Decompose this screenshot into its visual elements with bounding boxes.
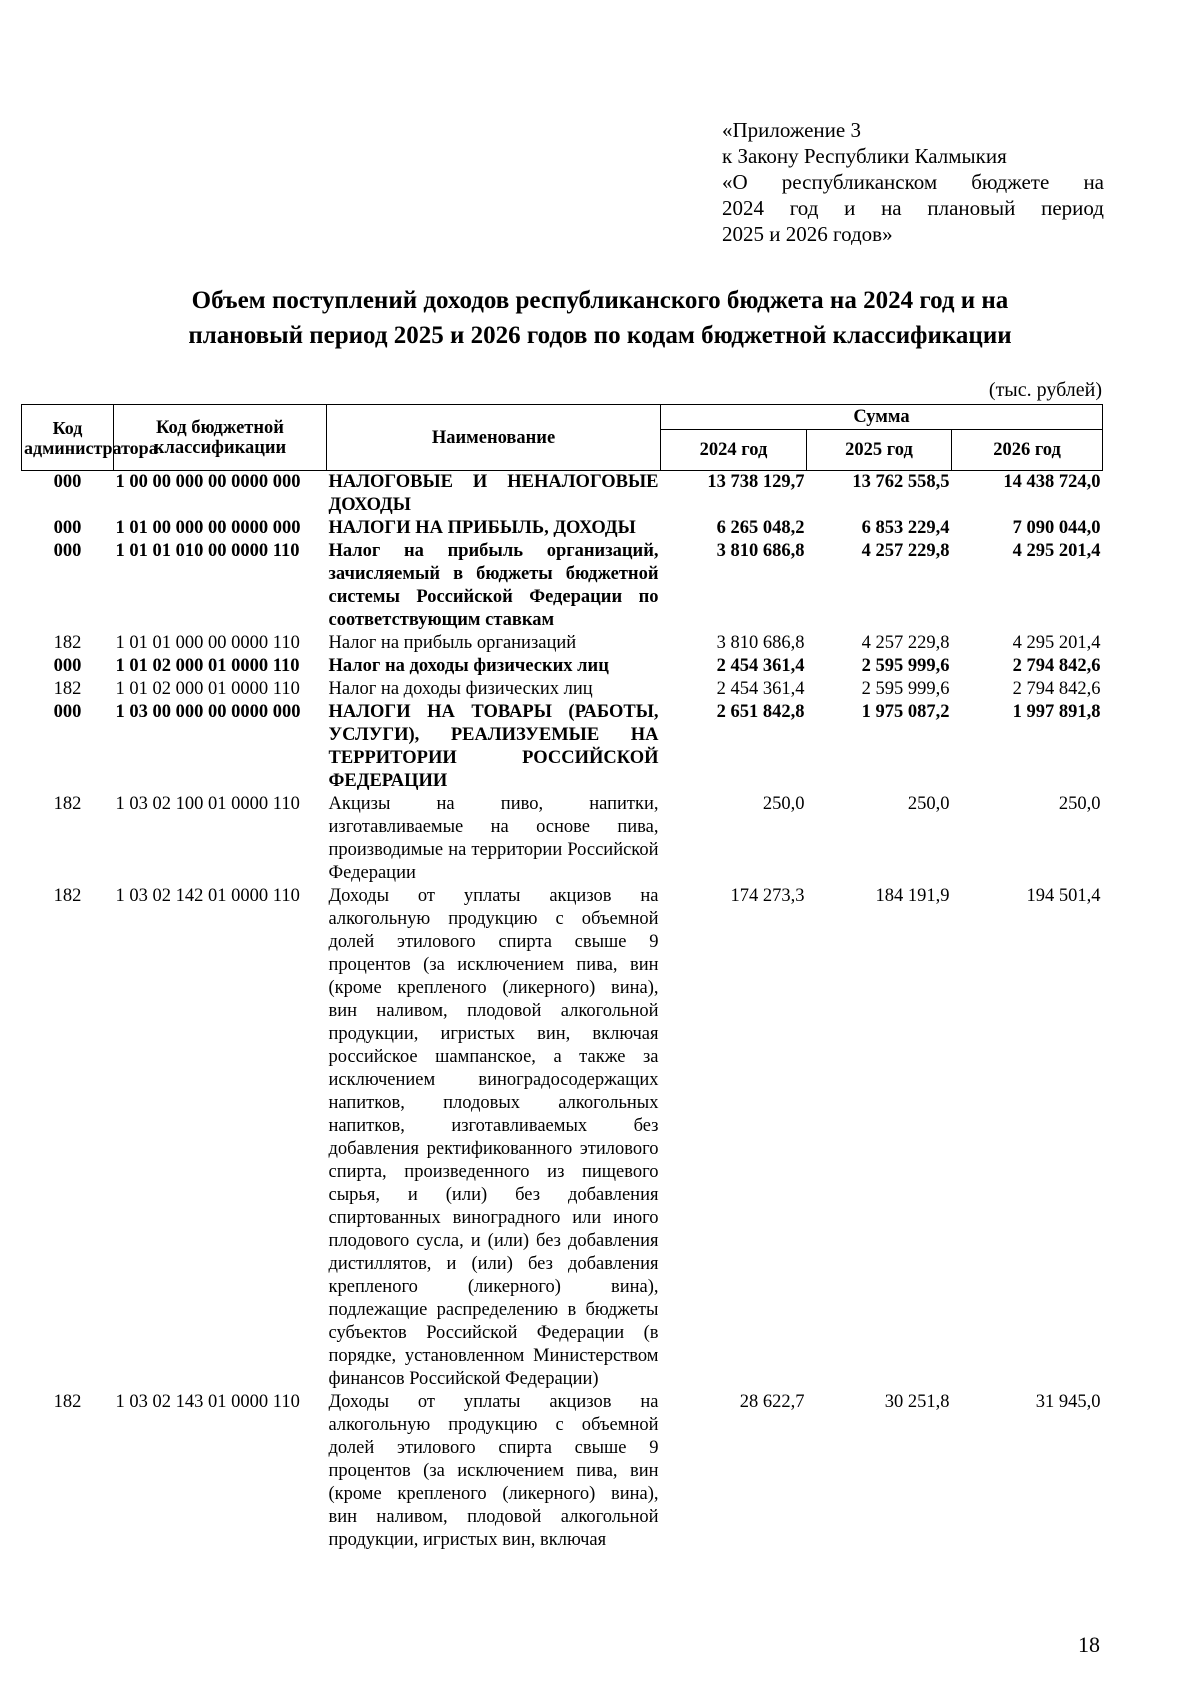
header-year-2025: 2025 год [807, 430, 952, 471]
table-row [22, 632, 1103, 655]
cell-budget-code: 1 01 00 000 00 0000 000 [115, 518, 301, 538]
appendix-line-3: «О республиканском бюджете на [722, 170, 1104, 194]
table-row [22, 885, 1103, 1391]
cell-admin-code: 000 [53, 702, 82, 722]
cell-amount-2025: 4 257 229,8 [861, 541, 950, 561]
header-budget-code: Код бюджетной классификации [114, 405, 327, 471]
cell-amount-2025: 1 975 087,2 [861, 702, 950, 722]
cell-name: НАЛОГИ НА ПРИБЫЛЬ, ДОХОДЫ [328, 518, 636, 538]
cell-amount-2024: 2 454 361,4 [716, 656, 805, 676]
header-year-2026: 2026 год [952, 430, 1103, 471]
document-title [100, 283, 1100, 353]
cell-amount-2026: 2 794 842,6 [1012, 679, 1101, 699]
cell-budget-code: 1 01 02 000 01 0000 110 [115, 656, 300, 676]
cell-amount-2026: 4 295 201,4 [1012, 633, 1101, 653]
table-row [22, 517, 1103, 540]
cell-name: Налог на прибыль организаций [328, 633, 577, 653]
cell-amount-2024: 3 810 686,8 [716, 541, 805, 561]
cell-amount-2025: 6 853 229,4 [861, 518, 950, 538]
table-row [22, 655, 1103, 678]
cell-name: Доходы от уплаты акцизов на алкогольную продукцию с объемной долей этилового спирта свыше 9 процентов (за исключением пива, вин (кроме крепленого (ликерного) вина), вин наливом, плодовой алкогольной продукции, игристых вин, включая [328, 1392, 659, 1550]
cell-budget-code: 1 00 00 000 00 0000 000 [115, 472, 301, 492]
cell-amount-2025: 2 595 999,6 [861, 679, 950, 699]
cell-budget-code: 1 01 01 000 00 0000 110 [115, 633, 300, 653]
units-label: (тыс. рублей) [988, 379, 1102, 401]
cell-budget-code: 1 01 01 010 00 0000 110 [115, 541, 300, 561]
appendix-line-2: к Закону Республики Калмыкия [722, 144, 1007, 168]
appendix-line-5: 2025 и 2026 годов» [722, 222, 893, 246]
cell-admin-code: 000 [53, 472, 82, 492]
title-line-2: плановый период 2025 и 2026 годов по кодам бюджетной классификации [188, 322, 1012, 349]
cell-amount-2024: 174 273,3 [730, 886, 805, 906]
page-number: 18 [1078, 1632, 1100, 1657]
table-row [22, 540, 1103, 632]
cell-amount-2024: 28 622,7 [739, 1392, 805, 1412]
cell-amount-2024: 2 454 361,4 [716, 679, 805, 699]
cell-amount-2025: 250,0 [907, 794, 950, 814]
cell-admin-code: 000 [53, 518, 82, 538]
cell-admin-code: 000 [53, 541, 82, 561]
cell-amount-2024: 6 265 048,2 [716, 518, 805, 538]
cell-amount-2024: 3 810 686,8 [716, 633, 805, 653]
table-body [22, 471, 1103, 1553]
cell-amount-2025: 30 251,8 [884, 1392, 950, 1412]
cell-amount-2024: 2 651 842,8 [716, 702, 805, 722]
cell-amount-2026: 14 438 724,0 [1003, 472, 1101, 492]
header-year-2024: 2024 год [661, 430, 807, 471]
cell-amount-2025: 184 191,9 [875, 886, 950, 906]
cell-name: НАЛОГОВЫЕ И НЕНАЛОГОВЫЕ ДОХОДЫ [328, 472, 659, 515]
cell-amount-2024: 13 738 129,7 [707, 472, 805, 492]
table-row [22, 793, 1103, 885]
appendix-note [722, 117, 1104, 247]
cell-admin-code: 182 [53, 794, 82, 814]
table-row [22, 1391, 1103, 1552]
cell-name: Акцизы на пиво, напитки, изготавливаемые на основе пива, производимые на территории Российской Федерации [328, 794, 659, 883]
cell-admin-code: 182 [53, 633, 82, 653]
table-row [22, 678, 1103, 701]
appendix-line-4: 2024 год и на плановый период [722, 196, 1104, 220]
cell-admin-code: 182 [53, 1392, 82, 1412]
cell-budget-code: 1 03 00 000 00 0000 000 [115, 702, 301, 722]
cell-admin-code: 182 [53, 679, 82, 699]
cell-budget-code: 1 03 02 142 01 0000 110 [115, 886, 300, 906]
table-row [22, 701, 1103, 793]
cell-amount-2026: 1 997 891,8 [1012, 702, 1101, 722]
cell-amount-2026: 4 295 201,4 [1012, 541, 1101, 561]
cell-amount-2026: 7 090 044,0 [1012, 518, 1101, 538]
cell-name: Налог на прибыль организаций, зачисляемый в бюджеты бюджетной системы Российской Федерации по соответствующим ставкам [328, 541, 659, 630]
revenue-table [21, 404, 1103, 1552]
title-line-1: Объем поступлений доходов республиканского бюджета на 2024 год и на [191, 287, 1009, 314]
header-name: Наименование [327, 405, 661, 471]
cell-amount-2025: 13 762 558,5 [852, 472, 950, 492]
cell-amount-2025: 4 257 229,8 [861, 633, 950, 653]
cell-name: Доходы от уплаты акцизов на алкогольную продукцию с объемной долей этилового спирта свыше 9 процентов (за исключением пива, вин (кроме крепленого (ликерного) вина), вин наливом, плодовой алкогольной продукции, игристых вин, включая российское шампанское, а также за исключением виноградосодержащих напитков, плодовых алкогольных напитков, изготавливаемых без добавления ректификованного этилового спирта, произведенного из пищевого сырья, и (или) без добавления спиртованных виноградного или иного плодового сусла, и (или) без добавления дистиллятов, и (или) без добавления крепленого (ликерного) вина), подлежащие распределению в бюджеты субъектов Российской Федерации (в порядке, установленном Министерством финансов Российской Федерации) [328, 886, 659, 1389]
cell-admin-code: 182 [53, 886, 82, 906]
cell-name: Налог на доходы физических лиц [328, 679, 593, 699]
cell-amount-2025: 2 595 999,6 [861, 656, 950, 676]
cell-amount-2026: 2 794 842,6 [1012, 656, 1101, 676]
header-admin-code: Код администратора [22, 405, 114, 471]
cell-budget-code: 1 03 02 100 01 0000 110 [115, 794, 300, 814]
cell-amount-2024: 250,0 [762, 794, 805, 814]
header-sum: Сумма [661, 405, 1103, 430]
appendix-line-1: «Приложение 3 [722, 118, 861, 142]
cell-amount-2026: 194 501,4 [1026, 886, 1101, 906]
cell-name: Налог на доходы физических лиц [328, 656, 609, 676]
cell-admin-code: 000 [53, 656, 82, 676]
table-row [22, 471, 1103, 518]
cell-name: НАЛОГИ НА ТОВАРЫ (РАБОТЫ, УСЛУГИ), РЕАЛИЗУЕМЫЕ НА ТЕРРИТОРИИ РОССИЙСКОЙ ФЕДЕРАЦИИ [328, 702, 659, 791]
cell-amount-2026: 250,0 [1058, 794, 1101, 814]
cell-budget-code: 1 03 02 143 01 0000 110 [115, 1392, 300, 1412]
cell-amount-2026: 31 945,0 [1035, 1392, 1101, 1412]
cell-budget-code: 1 01 02 000 01 0000 110 [115, 679, 300, 699]
